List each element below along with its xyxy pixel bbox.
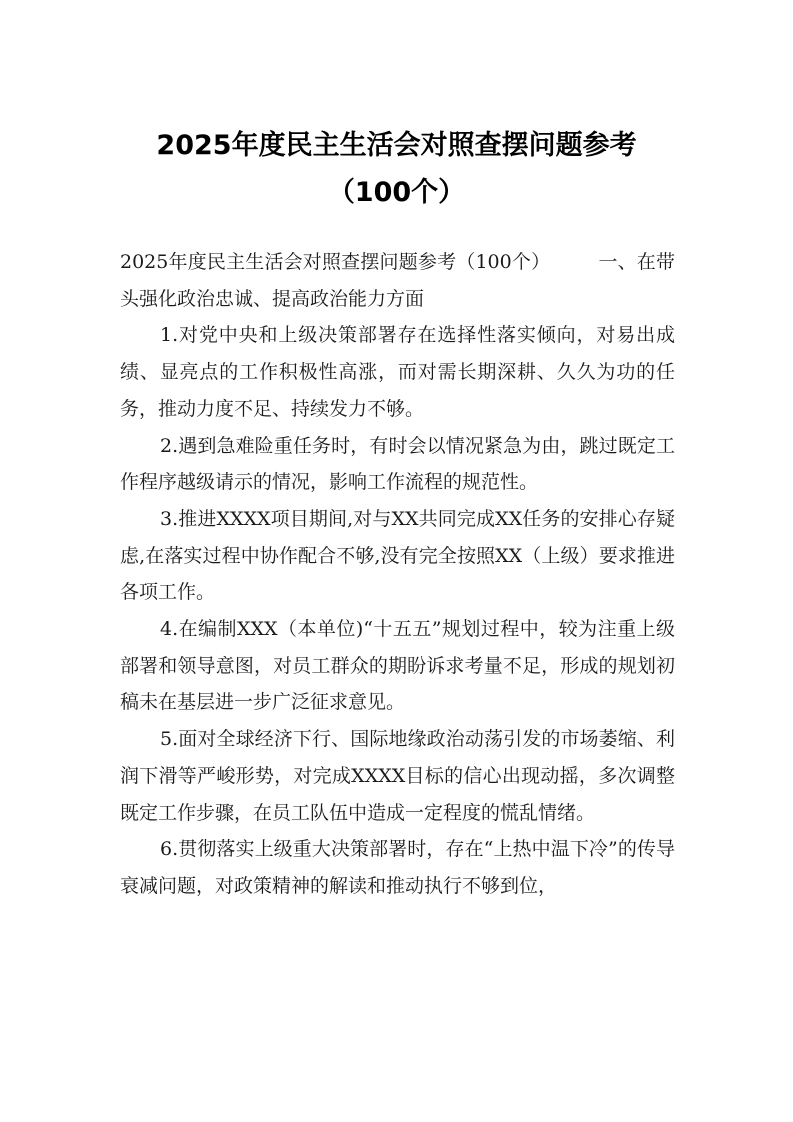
document-title-count: （100个） [327,177,466,208]
section-heading: 一、在带头强化政治忠诚、提高政治能力方面 [120,251,675,310]
intro-lead: 2025年度民主生活会对照查摆问题参考（100个） [120,251,551,273]
document-body [120,244,675,905]
problem-item-6: 6.贯彻落实上级重大决策部署时，存在“上热中温下冷”的传导衰减问题，对政策精神的解读和推动执行不够到位， [120,838,675,897]
intro-paragraph [120,244,675,317]
problem-item-5: 5.面对全球经济下行、国际地缘政治动荡引发的市场萎缩、利润下滑等严峻形势，对完成XXXX目标的信心出现动摇，多次调整既定工作步骤，在员工队伍中造成一定程度的慌乱情绪。 [120,728,675,824]
problem-item-4: 4.在编制XXX（本单位)“十五五”规划过程中，较为注重上级部署和领导意图，对员工群众的期盼诉求考量不足，形成的规划初稿未在基层进一步广泛征求意见。 [120,618,675,714]
document-title: 2025年度民主生活会对照查摆问题参考 [156,130,637,161]
problem-item-2: 2.遇到急难险重任务时，有时会以情况紧急为由，跳过既定工作程序越级请示的情况，影响工作流程的规范性。 [120,434,675,494]
problem-item-1: 1.对党中央和上级决策部署存在选择性落实倾向，对易出成绩、显亮点的工作积极性高涨，而对需长期深耕、久久为功的任务，推动力度不足、持续发力不够。 [120,324,675,420]
problem-item-3: 3.推进XXXX项目期间,对与XX共同完成XX任务的安排心存疑虑,在落实过程中协作配合不够,没有完全按照XX（上级）要求推进各项工作。 [120,507,675,604]
